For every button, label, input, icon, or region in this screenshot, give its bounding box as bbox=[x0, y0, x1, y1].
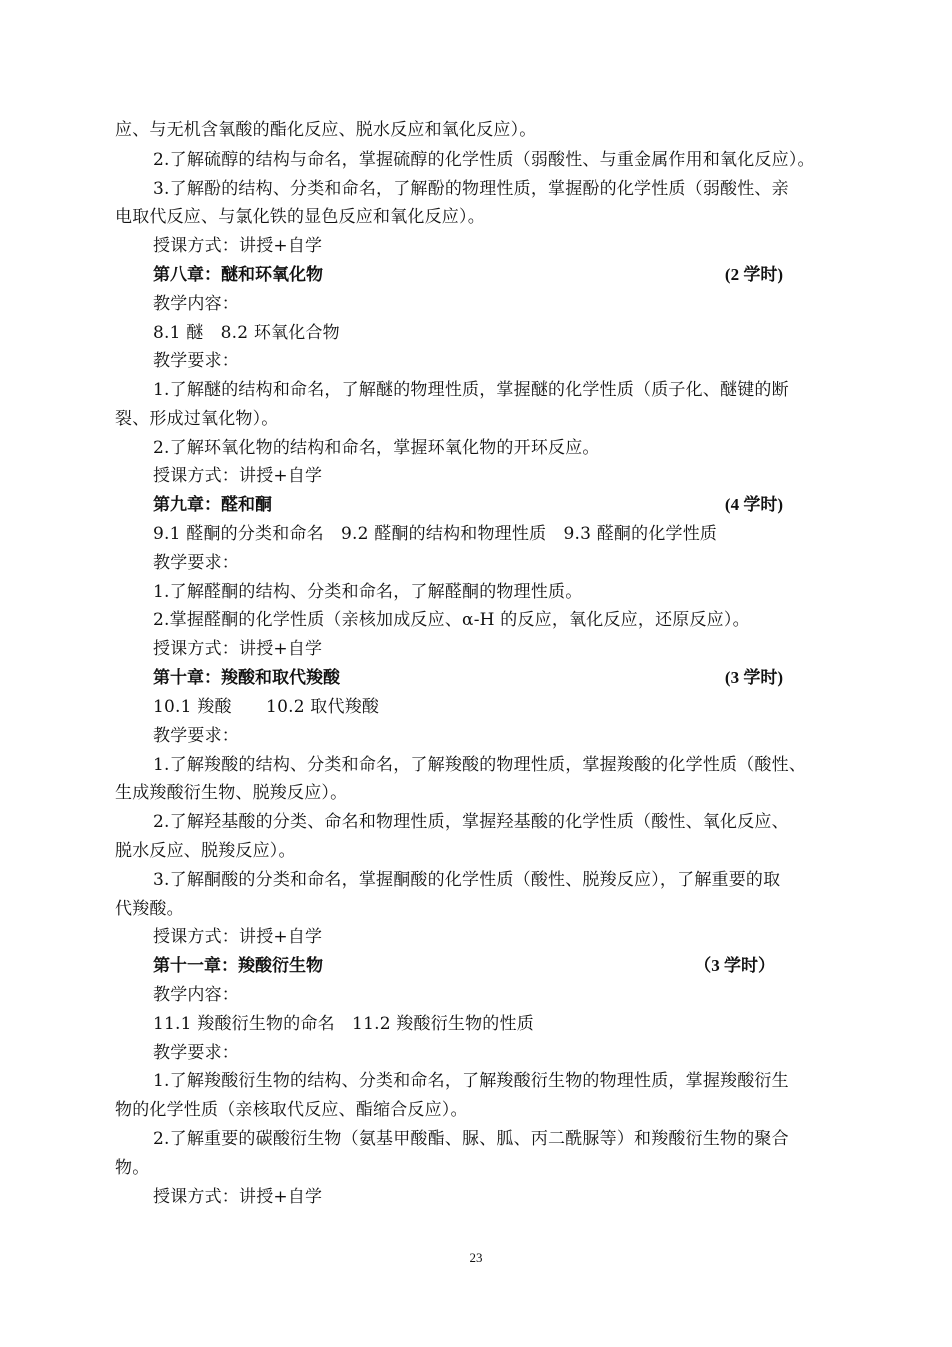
text-line: 授课方式：讲授+自学 bbox=[153, 466, 323, 486]
chapter-title: 第十一章：羧酸衍生物 bbox=[153, 956, 323, 975]
chapter-title: 第十章：羧酸和取代羧酸 bbox=[153, 668, 340, 687]
text-line: 2.了解硫醇的结构与命名，掌握硫醇的化学性质（弱酸性、与重金属作用和氧化反应）。 bbox=[153, 150, 815, 170]
text-line: 2.掌握醛酮的化学性质（亲核加成反应、α-H 的反应，氧化反应，还原反应）。 bbox=[153, 610, 750, 630]
text-line: 2.了解环氧化物的结构和命名，掌握环氧化物的开环反应。 bbox=[153, 438, 600, 458]
chapter-hours: (4 学时) bbox=[724, 495, 783, 514]
text-line: 8.1 醚 8.2 环氧化合物 bbox=[153, 323, 340, 343]
text-line: 物的化学性质（亲核取代反应、酯缩合反应）。 bbox=[115, 1100, 468, 1120]
text-line: 1.了解羧酸的结构、分类和命名，了解羧酸的物理性质，掌握羧酸的化学性质（酸性、 bbox=[153, 755, 807, 775]
text-line: 裂、形成过氧化物）。 bbox=[115, 409, 279, 429]
text-line: 授课方式：讲授+自学 bbox=[153, 639, 323, 659]
chapter-11-heading bbox=[153, 955, 783, 977]
text-line: 教学内容： bbox=[153, 985, 239, 1005]
text-line: 教学要求： bbox=[153, 726, 239, 746]
chapter-8-heading bbox=[153, 264, 783, 286]
text-line: 11.1 羧酸衍生物的命名 11.2 羧酸衍生物的性质 bbox=[153, 1014, 534, 1034]
text-line: 脱水反应、脱羧反应）。 bbox=[115, 841, 296, 861]
text-line: 授课方式：讲授+自学 bbox=[153, 1187, 323, 1207]
chapter-9-heading bbox=[153, 494, 783, 516]
text-line: 教学要求： bbox=[153, 351, 239, 371]
text-line: 2.了解羟基酸的分类、命名和物理性质，掌握羟基酸的化学性质（酸性、氧化反应、 bbox=[153, 812, 789, 832]
text-line: 3.了解酮酸的分类和命名，掌握酮酸的化学性质（酸性、脱羧反应），了解重要的取 bbox=[153, 870, 781, 890]
chapter-title: 第八章：醚和环氧化物 bbox=[153, 265, 323, 284]
text-line: 授课方式：讲授+自学 bbox=[153, 236, 323, 256]
text-line: 教学要求： bbox=[153, 553, 239, 573]
text-line: 3.了解酚的结构、分类和命名，了解酚的物理性质，掌握酚的化学性质（弱酸性、亲 bbox=[153, 179, 789, 199]
text-line: 9.1 醛酮的分类和命名 9.2 醛酮的结构和物理性质 9.3 醛酮的化学性质 bbox=[153, 524, 718, 544]
chapter-title: 第九章：醛和酮 bbox=[153, 495, 272, 514]
text-line: 应、与无机含氧酸的酯化反应、脱水反应和氧化反应）。 bbox=[115, 120, 537, 140]
chapter-hours: (3 学时) bbox=[724, 668, 783, 687]
text-line: 生成羧酸衍生物、脱羧反应）。 bbox=[115, 783, 348, 803]
text-line: 教学内容： bbox=[153, 294, 239, 314]
text-line: 1.了解羧酸衍生物的结构、分类和命名，了解羧酸衍生物的物理性质，掌握羧酸衍生 bbox=[153, 1071, 789, 1091]
text-line: 代羧酸。 bbox=[115, 899, 184, 919]
chapter-hours: （3 学时） bbox=[694, 956, 775, 975]
chapter-hours: (2 学时) bbox=[724, 265, 783, 284]
text-line: 电取代反应、与氯化铁的显色反应和氧化反应）。 bbox=[115, 207, 485, 227]
text-line: 教学要求： bbox=[153, 1043, 239, 1063]
text-line: 物。 bbox=[115, 1158, 150, 1178]
text-line: 2.了解重要的碳酸衍生物（氨基甲酸酯、脲、胍、丙二酰脲等）和羧酸衍生物的聚合 bbox=[153, 1129, 789, 1149]
page-number: 23 bbox=[469, 1250, 483, 1265]
text-line: 授课方式：讲授+自学 bbox=[153, 927, 323, 947]
text-line: 1.了解醛酮的结构、分类和命名，了解醛酮的物理性质。 bbox=[153, 582, 583, 602]
chapter-10-heading bbox=[153, 667, 783, 689]
text-line: 10.1 羧酸 10.2 取代羧酸 bbox=[153, 697, 380, 717]
text-line: 1.了解醚的结构和命名，了解醚的物理性质，掌握醚的化学性质（质子化、醚键的断 bbox=[153, 380, 789, 400]
